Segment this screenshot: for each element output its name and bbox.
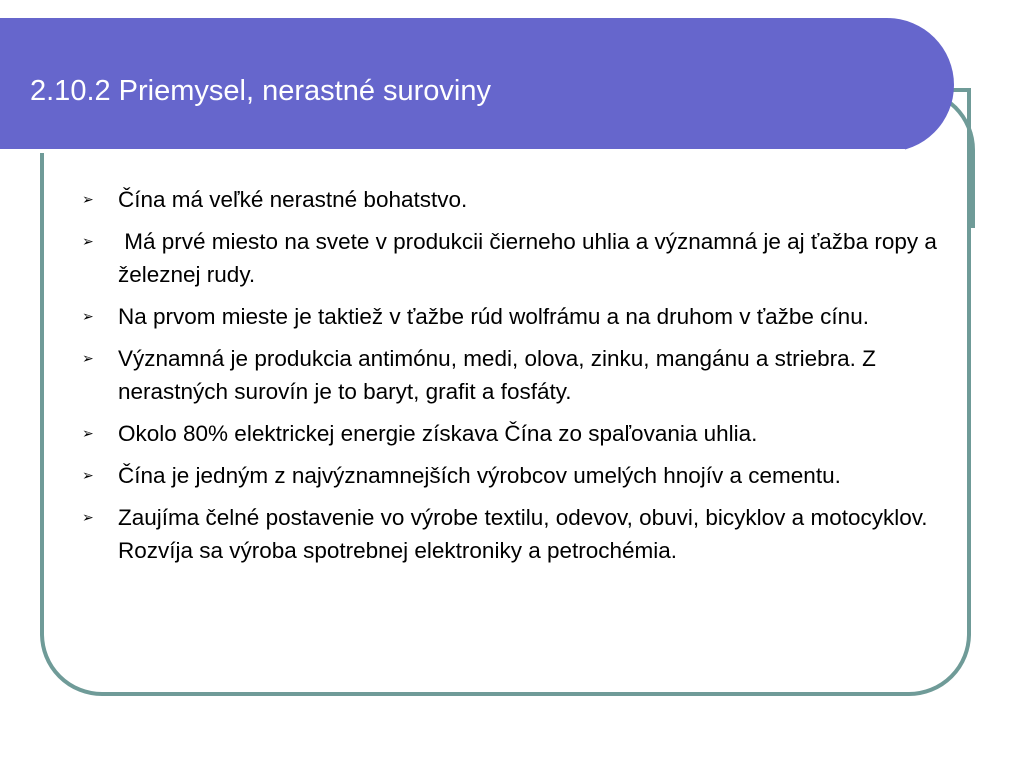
bullet-item	[82, 342, 950, 408]
bullet-text: Okolo 80% elektrickej energie získava Čína zo spaľovania uhlia.	[118, 421, 758, 446]
arrow-bullet-icon: ➢	[82, 509, 94, 525]
bullet-text: Na prvom mieste je taktiež v ťažbe rúd wolfrámu a na druhom v ťažbe cínu.	[118, 304, 869, 329]
bullet-item	[82, 300, 950, 333]
bullet-item	[82, 417, 950, 450]
arrow-bullet-icon: ➢	[82, 191, 94, 207]
title-banner	[0, 18, 954, 152]
arrow-bullet-icon: ➢	[82, 350, 94, 366]
bullet-item	[82, 225, 950, 291]
bullet-item	[82, 459, 950, 492]
bullet-item	[82, 501, 950, 567]
arrow-bullet-icon: ➢	[82, 308, 94, 324]
bullet-list	[82, 183, 950, 576]
arrow-bullet-icon: ➢	[82, 425, 94, 441]
bullet-text: Čína je jedným z najvýznamnejších výrobcov umelých hnojív a cementu.	[118, 463, 841, 488]
bullet-item	[82, 183, 950, 216]
title-underline	[0, 149, 905, 153]
bullet-text: Má prvé miesto na svete v produkcii čierneho uhlia a významná je aj ťažba ropy a železnej rudy.	[118, 229, 944, 287]
bullet-text: Významná je produkcia antimónu, medi, olova, zinku, mangánu a striebra. Z nerastných surovín je to baryt, grafit a fosfáty.	[118, 346, 876, 404]
slide-title: 2.10.2 Priemysel, nerastné suroviny	[30, 75, 491, 107]
bullet-text: Čína má veľké nerastné bohatstvo.	[118, 187, 468, 212]
bullet-text: Zaujíma čelné postavenie vo výrobe textilu, odevov, obuvi, bicyklov a motocyklov. Rozvíja sa výroba spotrebnej elektroniky a petrochémia.	[118, 505, 928, 563]
arrow-bullet-icon: ➢	[82, 233, 94, 249]
arrow-bullet-icon: ➢	[82, 467, 94, 483]
